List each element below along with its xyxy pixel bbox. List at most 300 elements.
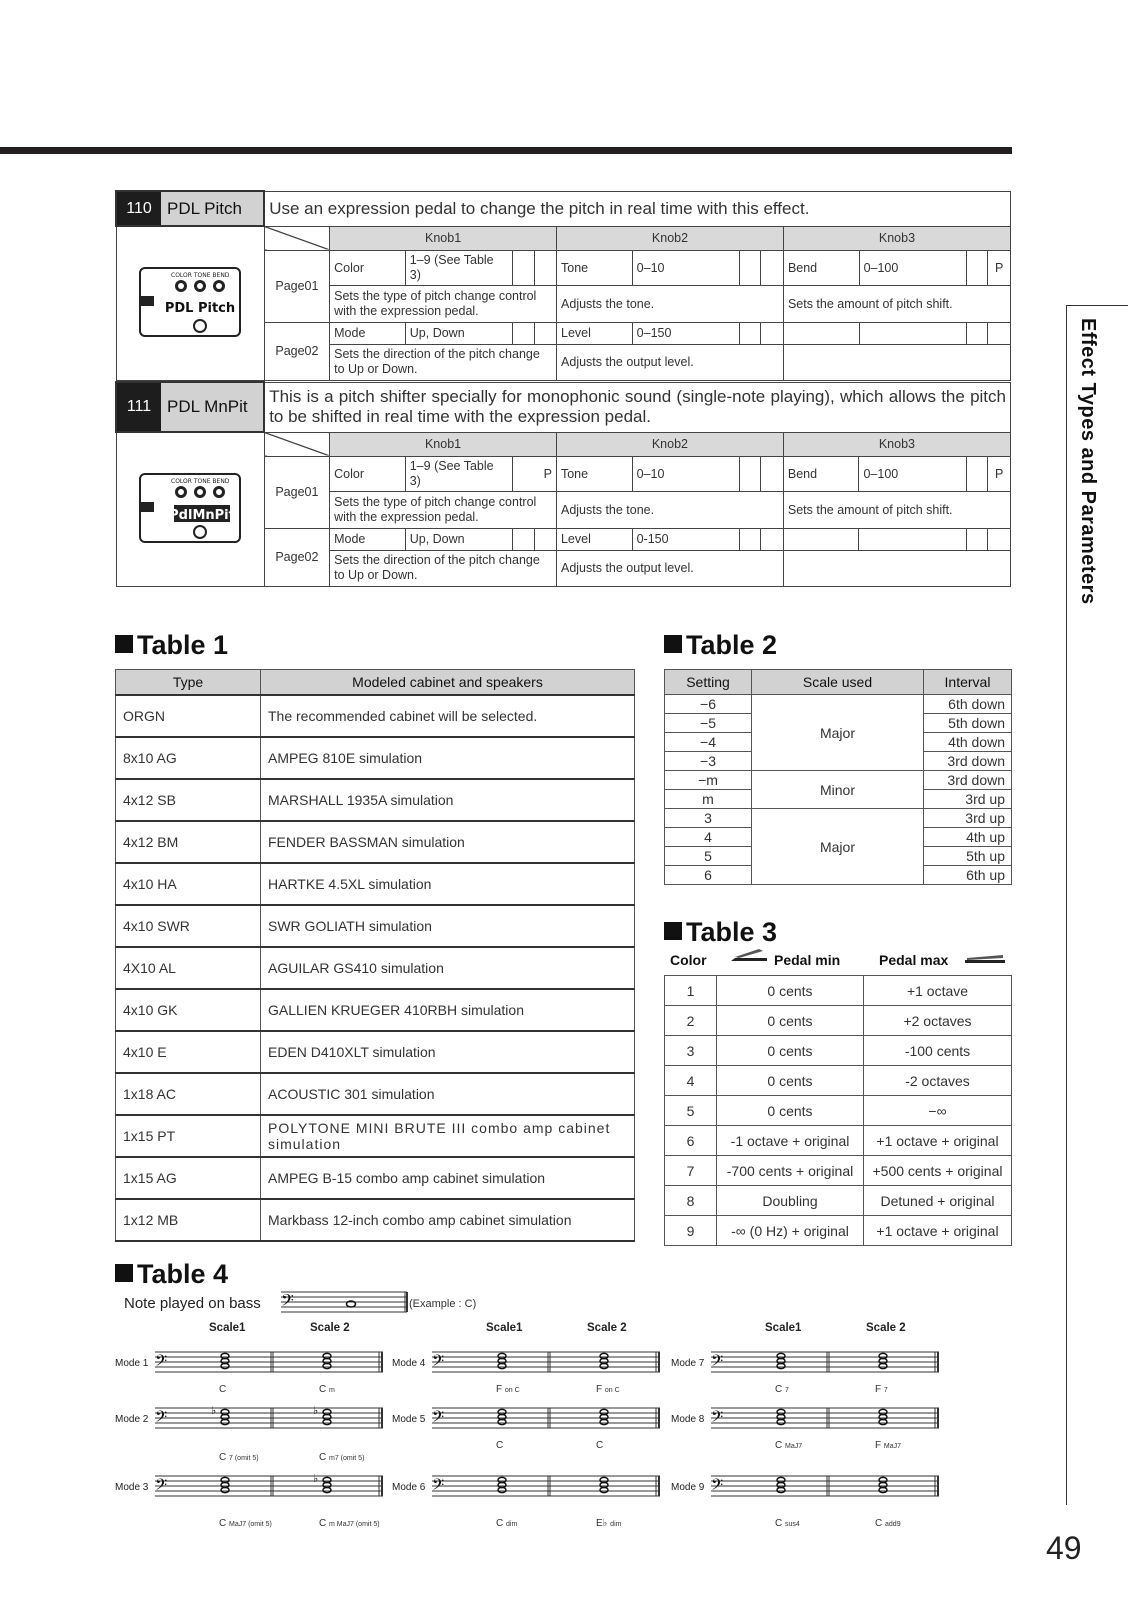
param-blank [783, 344, 1010, 380]
table2-title [664, 630, 777, 661]
pedal-max-value: -2 octaves [864, 1066, 1012, 1096]
param-blank [740, 322, 761, 344]
table3-header-pedal-max: Pedal max [879, 952, 949, 968]
pedal-min-icon [731, 949, 767, 963]
setting-value: m [665, 790, 752, 809]
scale-header: Scale1 [209, 1322, 246, 1334]
pedal-image [116, 432, 264, 586]
cabinet-type: 4x12 SB [116, 779, 261, 821]
cabinet-model: Markbass 12-inch combo amp cabinet simulation [261, 1199, 635, 1241]
param-pedal-flag [761, 456, 783, 491]
table1 [115, 669, 635, 1242]
param-pedal-flag [761, 250, 783, 285]
table2-header-interval: Interval [924, 670, 1012, 695]
chord-quality: MaJ7 [883, 1443, 902, 1450]
cabinet-type: 4X10 AL [116, 947, 261, 989]
cabinet-model: ACOUSTIC 301 simulation [261, 1073, 635, 1115]
mode-label: Mode 3 [115, 1482, 149, 1493]
pedal-max-value: +1 octave + original [864, 1126, 1012, 1156]
chord-staff [711, 1350, 939, 1374]
chord-staff [432, 1350, 660, 1374]
chord-quality: sus4 [785, 1521, 800, 1528]
param-range: 0–10 [632, 250, 739, 285]
table-row [116, 737, 635, 779]
svg-text:𝄢: 𝄢 [155, 1408, 168, 1430]
param-blank [966, 456, 987, 491]
pedal-icon [138, 266, 242, 338]
effect-table-111 [115, 381, 1011, 587]
param-range: 0–100 [859, 250, 966, 285]
param-blank [761, 322, 783, 344]
chord-root: F [496, 1384, 503, 1395]
mode-label: Mode 2 [115, 1414, 149, 1425]
param-pedal-flag: P [513, 456, 557, 491]
param-blank [988, 322, 1011, 344]
pedal-max-value: +500 cents + original [864, 1156, 1012, 1186]
pedal-max-icon [965, 952, 1005, 964]
param-blank [534, 322, 556, 344]
chord-root: C [496, 1440, 504, 1451]
effect-header [116, 382, 264, 432]
scale-header: Scale1 [765, 1322, 802, 1334]
pedal-min-value: 0 cents [717, 1096, 864, 1126]
pedal-max-value: -100 cents [864, 1036, 1012, 1066]
table2-title-text: Table 2 [686, 630, 778, 660]
param-range: 0-150 [632, 528, 739, 550]
cabinet-model: HARTKE 4.5XL simulation [261, 863, 635, 905]
param-range: 0–10 [632, 456, 739, 491]
chord-root: C [596, 1440, 604, 1451]
param-description: Adjusts the output level. [556, 550, 783, 586]
chord-name [496, 1384, 520, 1395]
page-number: 49 [1046, 1530, 1082, 1566]
param-blank [739, 456, 760, 491]
corner-diagonal [264, 226, 329, 250]
chord-staff [711, 1406, 939, 1430]
knob2-header: Knob2 [557, 226, 784, 250]
pedal-max-value: +1 octave [864, 976, 1012, 1006]
cabinet-type: 4x10 E [116, 1031, 261, 1073]
table-row [116, 1073, 635, 1115]
param-name: Level [557, 322, 633, 344]
table1-header-model: Modeled cabinet and speakers [261, 670, 635, 696]
svg-text:PdlMnPit: PdlMnPit [169, 507, 235, 523]
cabinet-type: 1x18 AC [116, 1073, 261, 1115]
setting-value: 3 [665, 809, 752, 828]
svg-text:𝄢: 𝄢 [432, 1476, 445, 1498]
cabinet-type: 8x10 AG [116, 737, 261, 779]
param-range: 1–9 (See Table 3) [405, 250, 512, 285]
param-description: Adjusts the tone. [557, 285, 784, 322]
interval-value: 4th down [924, 733, 1012, 752]
table-row [116, 779, 635, 821]
chord-quality: on C [604, 1387, 620, 1394]
param-blank [783, 550, 1010, 586]
param-range: 1–9 (See Table 3) [405, 456, 512, 491]
chord-quality: MaJ7 (omit 5) [229, 1521, 272, 1528]
table-row [116, 863, 635, 905]
svg-text:𝄢: 𝄢 [281, 1290, 294, 1314]
pedal-icon [138, 472, 242, 544]
page02-label: Page02 [264, 322, 329, 380]
svg-text:♭: ♭ [313, 1472, 319, 1485]
cabinet-model: SWR GOLIATH simulation [261, 905, 635, 947]
cabinet-model: POLYTONE MINI BRUTE III combo amp cabinet simulation [261, 1115, 635, 1157]
color-number: 9 [665, 1216, 717, 1246]
table-row [665, 1096, 1012, 1126]
param-blank [783, 322, 859, 344]
header-rule [0, 147, 1012, 154]
svg-text:𝄢: 𝄢 [711, 1408, 724, 1430]
color-number: 3 [665, 1036, 717, 1066]
interval-value: 3rd up [924, 790, 1012, 809]
param-description: Sets the type of pitch change control with the expression pedal. [330, 491, 557, 528]
svg-text:𝄢: 𝄢 [711, 1352, 724, 1374]
chord-name [319, 1384, 335, 1395]
param-name: Tone [556, 456, 632, 491]
chord-name [219, 1452, 259, 1463]
interval-value: 5th up [924, 847, 1012, 866]
param-range: Up, Down [405, 528, 512, 550]
table-row [665, 1036, 1012, 1066]
mode-label: Mode 9 [671, 1482, 705, 1493]
chord-name [496, 1440, 503, 1451]
chord-quality: m [329, 1387, 335, 1394]
chord-staff [432, 1406, 660, 1430]
table2-header-setting: Setting [665, 670, 752, 695]
cabinet-model: FENDER BASSMAN simulation [261, 821, 635, 863]
table-row [116, 905, 635, 947]
pedal-min-value: Doubling [717, 1186, 864, 1216]
effect-header [116, 191, 264, 226]
param-blank [966, 322, 987, 344]
table4-title [115, 1259, 228, 1290]
chord-quality: 7 (omit 5) [229, 1455, 259, 1462]
svg-text:𝄢: 𝄢 [432, 1408, 445, 1430]
chord-quality: MaJ7 [785, 1443, 803, 1450]
chord-quality: add9 [885, 1521, 901, 1528]
svg-text:♭: ♭ [211, 1404, 217, 1417]
cabinet-type: 1x12 MB [116, 1199, 261, 1241]
page01-label: Page01 [264, 250, 329, 322]
param-description: Sets the type of pitch change control with the expression pedal. [330, 285, 557, 322]
scale-used: Minor [752, 771, 924, 809]
scale-header: Scale1 [486, 1322, 523, 1334]
chord-name [875, 1440, 901, 1451]
table-row [116, 1199, 635, 1241]
table1-header-type: Type [116, 670, 261, 696]
setting-value: 4 [665, 828, 752, 847]
chord-name [319, 1518, 380, 1529]
param-range: Up, Down [405, 322, 512, 344]
table3 [664, 975, 1012, 1246]
table1-title [115, 630, 228, 661]
mode-label: Mode 5 [392, 1414, 426, 1425]
table-row [665, 1156, 1012, 1186]
table-row [665, 771, 1012, 790]
color-number: 2 [665, 1006, 717, 1036]
chord-quality: on C [504, 1387, 520, 1394]
color-number: 6 [665, 1126, 717, 1156]
table2 [664, 669, 1012, 885]
interval-value: 3rd down [924, 752, 1012, 771]
svg-text:𝄢: 𝄢 [155, 1476, 168, 1498]
chord-name [596, 1518, 621, 1529]
param-range: 0–100 [859, 456, 966, 491]
pedal-min-value: -700 cents + original [717, 1156, 864, 1186]
interval-value: 5th down [924, 714, 1012, 733]
table-row [116, 1115, 635, 1157]
param-description: Adjusts the output level. [557, 344, 784, 380]
setting-value: −3 [665, 752, 752, 771]
chord-root: E♭ [596, 1518, 608, 1529]
chord-root: C [319, 1518, 327, 1529]
pedal-min-value: -∞ (0 Hz) + original [717, 1216, 864, 1246]
table-row [665, 1006, 1012, 1036]
table-row [665, 976, 1012, 1006]
effect-description: This is a pitch shifter specially for monophonic sound (single-note playing), which allows the pitch to be shifted in real time with the expression pedal. [264, 382, 1010, 432]
scale-header: Scale 2 [866, 1322, 906, 1334]
mode-label: Mode 6 [392, 1482, 426, 1493]
cabinet-model: The recommended cabinet will be selected. [261, 695, 635, 737]
param-description: Sets the amount of pitch shift. [783, 491, 1010, 528]
table-row [665, 1216, 1012, 1246]
page01-label: Page01 [264, 456, 329, 528]
chord-root: C [775, 1440, 783, 1451]
table4-title-text: Table 4 [137, 1259, 229, 1289]
example-label: (Example : C) [409, 1298, 477, 1310]
chord-staff [155, 1406, 383, 1430]
chord-name [596, 1440, 603, 1451]
cabinet-type: 4x10 SWR [116, 905, 261, 947]
pedal-min-value: 0 cents [717, 1006, 864, 1036]
color-number: 8 [665, 1186, 717, 1216]
param-blank [966, 250, 987, 285]
chord-name [319, 1452, 364, 1463]
setting-value: −m [665, 771, 752, 790]
svg-text:𝄢: 𝄢 [155, 1352, 168, 1374]
param-blank [783, 528, 859, 550]
knob1-header: Knob1 [330, 432, 557, 456]
table1-title-text: Table 1 [137, 630, 229, 660]
sidebar-tick [1066, 305, 1128, 306]
table3-header-pedal-min: Pedal min [774, 952, 841, 968]
param-description: Sets the direction of the pitch change to Up or Down. [330, 344, 557, 380]
effect-number: 110 [117, 192, 161, 225]
pedal-min-value: -1 octave + original [717, 1126, 864, 1156]
chord-root: F [875, 1384, 882, 1395]
param-pedal-flag [534, 250, 556, 285]
param-blank [513, 250, 534, 285]
param-blank [988, 528, 1011, 550]
table-row [116, 821, 635, 863]
color-number: 5 [665, 1096, 717, 1126]
chord-name [219, 1384, 226, 1395]
table-row [665, 1186, 1012, 1216]
knob3-header: Knob3 [783, 432, 1010, 456]
setting-value: −6 [665, 695, 752, 714]
mode-label: Mode 7 [671, 1358, 705, 1369]
scale-header: Scale 2 [587, 1322, 627, 1334]
param-description: Sets the amount of pitch shift. [783, 285, 1010, 322]
chord-root: C [219, 1384, 227, 1395]
interval-value: 3rd down [924, 771, 1012, 790]
mode-label: Mode 4 [392, 1358, 426, 1369]
chord-root: C [775, 1518, 783, 1529]
pedal-min-value: 0 cents [717, 1066, 864, 1096]
chord-root: C [319, 1384, 327, 1395]
chord-root: F [596, 1384, 603, 1395]
color-number: 7 [665, 1156, 717, 1186]
cabinet-type: 4x12 BM [116, 821, 261, 863]
chord-root: C [219, 1518, 227, 1529]
chord-name [219, 1518, 272, 1529]
chord-root: C [775, 1384, 783, 1395]
table2-header-scale: Scale used [752, 670, 924, 695]
param-name: Bend [783, 250, 859, 285]
chord-quality: dim [610, 1521, 622, 1528]
chord-staff [432, 1474, 660, 1498]
chord-quality: dim [506, 1521, 518, 1528]
param-description: Adjusts the tone. [556, 491, 783, 528]
table-row [116, 695, 635, 737]
param-pedal-flag: P [988, 456, 1011, 491]
param-name: Color [330, 456, 406, 491]
effect-description: Use an expression pedal to change the pitch in real time with this effect. [264, 191, 1010, 226]
setting-value: −4 [665, 733, 752, 752]
param-blank [859, 322, 966, 344]
mode-label: Mode 1 [115, 1358, 149, 1369]
note-played-label: Note played on bass [124, 1295, 261, 1312]
chord-name [775, 1440, 802, 1451]
mode-label: Mode 8 [671, 1414, 705, 1425]
color-number: 1 [665, 976, 717, 1006]
param-blank [739, 528, 760, 550]
table-row [665, 1066, 1012, 1096]
param-name: Color [330, 250, 406, 285]
param-blank [966, 528, 987, 550]
svg-text:𝄢: 𝄢 [432, 1352, 445, 1374]
svg-text:COLOR TONE BEND: COLOR TONE BEND [171, 477, 230, 485]
chord-root: F [875, 1440, 882, 1451]
pedal-image [116, 226, 264, 380]
cabinet-type: 1x15 PT [116, 1115, 261, 1157]
pedal-max-value: +1 octave + original [864, 1216, 1012, 1246]
cabinet-model: AGUILAR GS410 simulation [261, 947, 635, 989]
cabinet-model: GALLIEN KRUEGER 410RBH simulation [261, 989, 635, 1031]
cabinet-model: AMPEG 810E simulation [261, 737, 635, 779]
effect-name: PDL Pitch [161, 192, 263, 225]
chord-staff [711, 1474, 939, 1498]
chord-name [875, 1518, 901, 1529]
effect-name: PDL MnPit [161, 383, 263, 431]
param-name: Mode [330, 528, 406, 550]
param-name: Level [556, 528, 632, 550]
table-row [116, 947, 635, 989]
pedal-min-value: 0 cents [717, 1036, 864, 1066]
cabinet-type: ORGN [116, 695, 261, 737]
chord-quality: 7 [785, 1387, 789, 1394]
chord-staff [155, 1350, 383, 1374]
param-range: 0–150 [632, 322, 739, 344]
scale-header: Scale 2 [310, 1322, 350, 1334]
chord-name [775, 1518, 800, 1529]
square-bullet-icon [664, 635, 682, 653]
knob3-header: Knob3 [783, 226, 1010, 250]
chord-root: C [875, 1518, 883, 1529]
knob1-header: Knob1 [330, 226, 557, 250]
page02-label: Page02 [264, 528, 329, 586]
table-row [116, 989, 635, 1031]
scale-used: Major [752, 695, 924, 771]
param-name: Mode [330, 322, 406, 344]
color-number: 4 [665, 1066, 717, 1096]
svg-text:PDL Pitch: PDL Pitch [164, 300, 236, 316]
pedal-min-value: 0 cents [717, 976, 864, 1006]
cabinet-model: AMPEG B-15 combo amp cabinet simulation [261, 1157, 635, 1199]
table-row [116, 1157, 635, 1199]
bass-note-staff [281, 1289, 407, 1315]
param-blank [761, 528, 783, 550]
sidebar-rule [1066, 305, 1067, 1505]
interval-value: 4th up [924, 828, 1012, 847]
setting-value: 5 [665, 847, 752, 866]
svg-text:𝄢: 𝄢 [711, 1476, 724, 1498]
interval-value: 6th down [924, 695, 1012, 714]
chord-root: C [219, 1452, 227, 1463]
param-blank [534, 528, 556, 550]
chord-root: C [496, 1518, 504, 1529]
table3-title-text: Table 3 [686, 917, 778, 947]
chord-name [596, 1384, 620, 1395]
param-blank [740, 250, 761, 285]
pedal-max-value: −∞ [864, 1096, 1012, 1126]
param-blank [859, 528, 966, 550]
param-blank [513, 528, 534, 550]
param-name: Bend [783, 456, 859, 491]
interval-value: 6th up [924, 866, 1012, 885]
setting-value: −5 [665, 714, 752, 733]
table3-header-color: Color [670, 952, 707, 968]
square-bullet-icon [664, 922, 682, 940]
cabinet-model: EDEN D410XLT simulation [261, 1031, 635, 1073]
chord-quality: 7 [883, 1387, 888, 1394]
square-bullet-icon [115, 635, 133, 653]
interval-value: 3rd up [924, 809, 1012, 828]
knob2-header: Knob2 [556, 432, 783, 456]
chord-quality: m7 (omit 5) [329, 1455, 365, 1462]
svg-text:♭: ♭ [313, 1404, 319, 1417]
param-name: Tone [557, 250, 633, 285]
table-row [665, 1126, 1012, 1156]
table-row [116, 1031, 635, 1073]
chord-name [875, 1384, 888, 1395]
sidebar-title: Effect Types and Parameters [1077, 318, 1099, 605]
cabinet-type: 4x10 HA [116, 863, 261, 905]
chord-staff [155, 1474, 383, 1498]
table3-title [664, 917, 777, 948]
chord-name [496, 1518, 517, 1529]
setting-value: 6 [665, 866, 752, 885]
chord-quality: m MaJ7 (omit 5) [329, 1521, 380, 1528]
cabinet-type: 4x10 GK [116, 989, 261, 1031]
corner-diagonal [264, 432, 329, 456]
param-pedal-flag: P [988, 250, 1011, 285]
cabinet-type: 1x15 AG [116, 1157, 261, 1199]
scale-used: Major [752, 809, 924, 885]
table-row [665, 809, 1012, 828]
cabinet-model: MARSHALL 1935A simulation [261, 779, 635, 821]
